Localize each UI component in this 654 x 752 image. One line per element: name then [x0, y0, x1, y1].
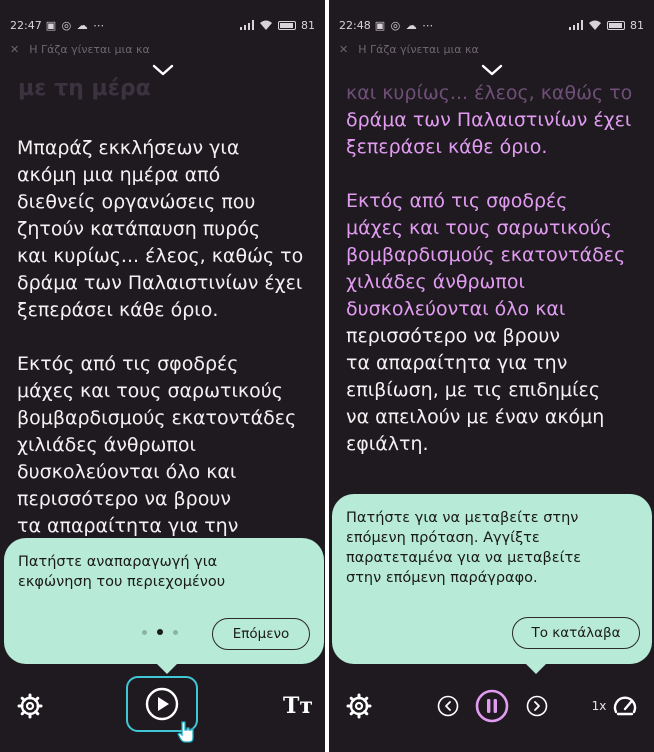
page-title: Η Γάζα γίνεται μια κα — [29, 42, 150, 56]
speedometer-icon — [612, 693, 638, 719]
status-time: 22:48 — [339, 18, 371, 32]
close-icon: ✕ — [10, 42, 20, 56]
battery-icon — [607, 21, 625, 30]
left-reader-screen — [0, 0, 325, 752]
next-button[interactable]: Επόμενο — [212, 618, 310, 650]
page-dot-active — [157, 629, 163, 635]
article-paragraph-highlighted[interactable]: δράμα των Παλαιστινίων έχει ξεπεράσει κάθε όριο. — [346, 109, 632, 158]
gear-icon — [17, 693, 43, 719]
speed-button[interactable] — [611, 692, 639, 720]
settings-button[interactable] — [16, 692, 44, 720]
pause-button[interactable] — [474, 688, 510, 724]
chevron-left-circle-icon — [437, 695, 459, 717]
signal-icon — [240, 20, 254, 30]
text-size-button[interactable]: Tт — [282, 693, 313, 719]
page-dot — [142, 630, 147, 635]
tooltip-text: Πατήστε αναπαραγωγή για εκφώνηση του περιεχομένου — [18, 554, 226, 590]
status-bar — [329, 0, 654, 38]
status-time: 22:47 — [10, 18, 42, 32]
article-sentence-current[interactable]: Εκτός από τις σφοδρές μάχες και τους σαρωτικούς βομβαρδισμούς εκατοντάδες χιλιάδες άνθρωποι δυσκολεύονται όλο και — [346, 190, 626, 320]
right-reader-screen — [329, 0, 654, 752]
battery-icon — [278, 21, 296, 30]
collapse-chevron-icon[interactable] — [478, 60, 506, 80]
speed-value: 1x — [591, 699, 607, 713]
article-line-faded: και κυρίως... έλεος, καθώς το — [346, 82, 633, 104]
article-body[interactable] — [17, 135, 315, 567]
status-bar — [0, 0, 325, 38]
got-it-button[interactable]: Το κατάλαβα — [512, 617, 640, 649]
close-icon: ✕ — [339, 42, 349, 56]
article-paragraph[interactable]: Μπαράζ εκκλήσεων για ακόμη μια ημέρα από διεθνείς οργανώσεις που ζητούν κατάπαυση πυρός και κυρίως... έλεος, καθώς το δράμα των Παλαιστινίων έχει ξεπεράσει κάθε όριο. — [17, 137, 304, 321]
article-body[interactable] — [346, 107, 644, 485]
settings-button[interactable] — [345, 692, 373, 720]
tooltip-text: Πατήστε για να μεταβείτε στην επόμενη πρόταση. Αγγίξτε παρατεταμένα για να μεταβείτε στην επόμενη παράγραφο. — [346, 510, 582, 586]
play-icon — [145, 687, 179, 721]
background-toolbar — [0, 38, 325, 60]
page-title: Η Γάζα γίνεται μια κα — [358, 42, 479, 56]
battery-level: 81 — [630, 18, 644, 32]
article-heading-faded: με τη μέρα — [18, 76, 151, 100]
signal-icon — [569, 20, 583, 30]
player-controls — [0, 680, 325, 730]
gear-icon — [346, 693, 372, 719]
onboarding-tooltip — [332, 494, 652, 664]
notification-icons: ▣ ◎ ☁ ⋯ — [45, 18, 106, 32]
article-paragraph-rest[interactable]: περισσότερο να βρουν τα απαραίτητα για την επιβίωση, με τις επιδημίες να απειλούν με έναν ακόμη εφιάλτη. — [346, 325, 605, 455]
pause-icon — [475, 689, 509, 723]
player-controls — [329, 680, 654, 730]
background-toolbar — [329, 38, 654, 60]
wifi-icon — [259, 20, 273, 30]
previous-sentence-button[interactable] — [436, 694, 460, 718]
page-dot — [173, 630, 178, 635]
notification-icons: ▣ ◎ ☁ ⋯ — [374, 18, 435, 32]
chevron-right-circle-icon — [526, 695, 548, 717]
onboarding-tooltip — [4, 538, 324, 664]
page-indicator — [142, 629, 178, 635]
wifi-icon — [588, 20, 602, 30]
hand-cursor-icon — [176, 720, 196, 744]
article-paragraph[interactable]: Εκτός από τις σφοδρές μάχες και τους σαρωτικούς βομβαρδισμούς εκατοντάδες χιλιάδες άνθρωποι δυσκολεύονται όλο και περισσότερο να βρουν τα απαραίτητα για την — [17, 353, 297, 537]
battery-level: 81 — [301, 18, 315, 32]
next-sentence-button[interactable] — [525, 694, 549, 718]
